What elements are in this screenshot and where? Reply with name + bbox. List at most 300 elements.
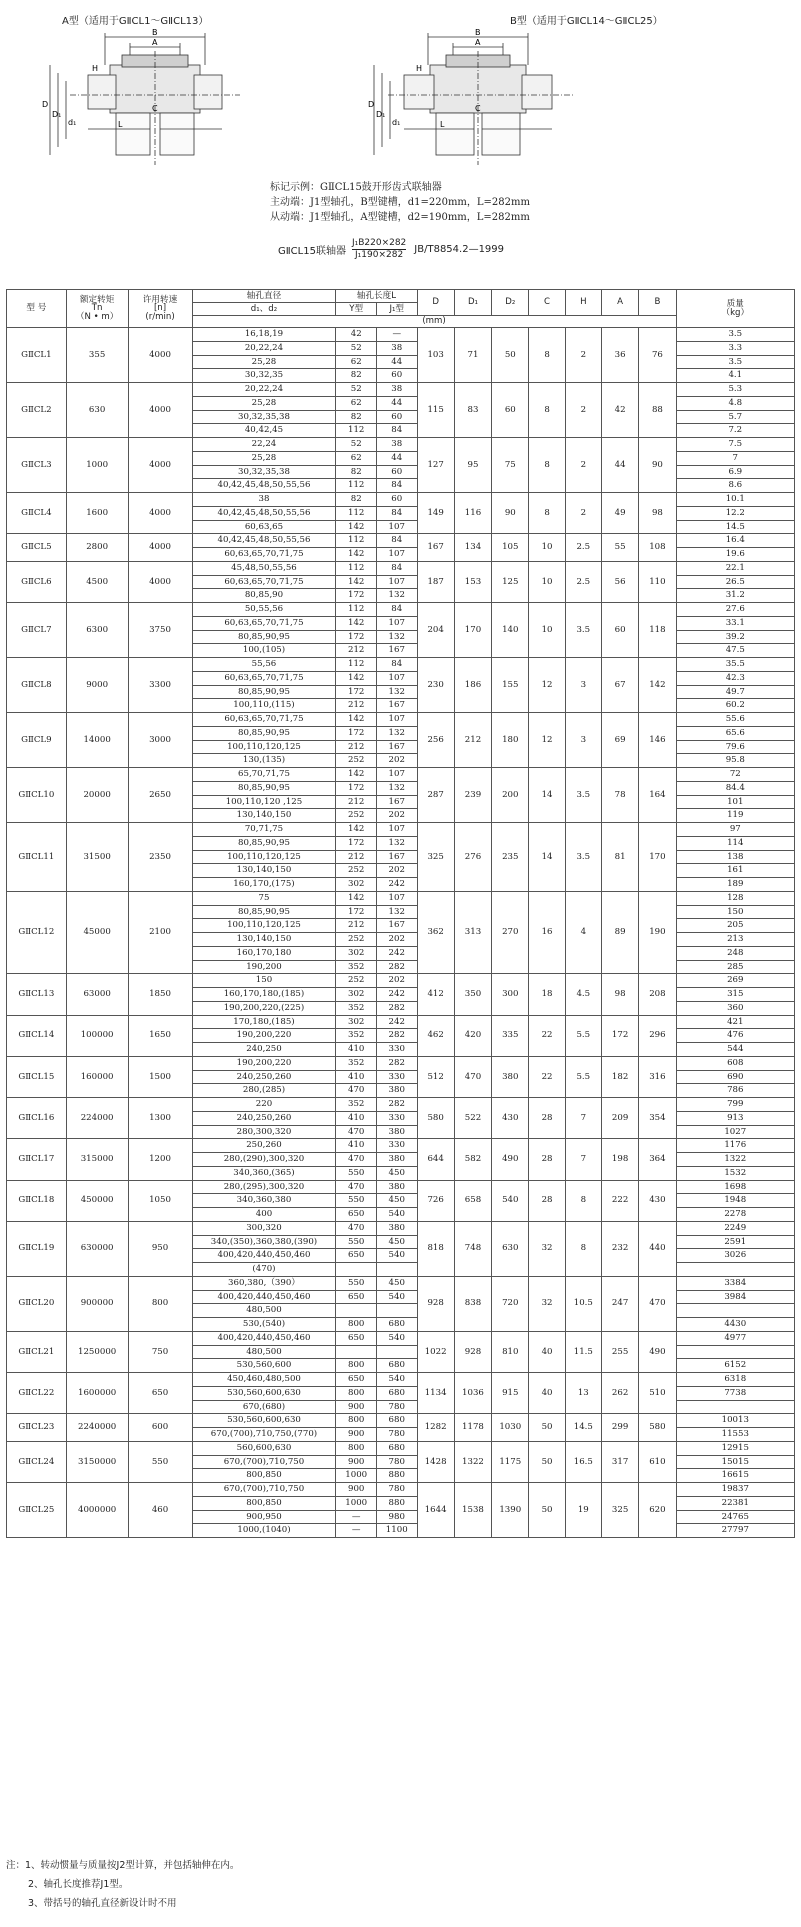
shaft-diameter-cell: 240,250,260 [192,1111,336,1125]
dim-H-cell: 4.5 [565,974,601,1015]
mass-cell: 1322 [676,1153,794,1167]
j-length-cell: 107 [376,768,417,782]
dim-A-cell: 55 [601,534,638,562]
speed-cell: 4000 [128,561,192,602]
j-length-cell: 202 [376,754,417,768]
dim-b-label: B [152,28,158,37]
shaft-diameter-cell: 40,42,45 [192,424,336,438]
dim-small-d1-label: d₁ [68,118,77,127]
y-length-cell: 82 [336,493,377,507]
y-length-cell: 62 [336,451,377,465]
j-length-cell: 167 [376,740,417,754]
dim-C-cell: 50 [529,1483,565,1538]
model-cell: GⅡCL25 [7,1483,67,1538]
shaft-diameter-cell: 130,140,150 [192,933,336,947]
mass-cell: 6152 [676,1359,794,1373]
dim-A-cell: 262 [601,1373,638,1414]
dim-A-cell: 67 [601,658,638,713]
model-cell: GⅡCL13 [7,974,67,1015]
spec-line-3: 从动端：J1型轴孔，A型键槽，d2=190mm，L=282mm [270,212,530,223]
shaft-diameter-cell: 45,48,50,55,56 [192,561,336,575]
y-length-cell: 142 [336,768,377,782]
dim-D-cell: 230 [417,658,454,713]
dim-C-cell: 8 [529,383,565,438]
j-length-cell: 84 [376,506,417,520]
dim-A-cell: 247 [601,1276,638,1331]
shaft-diameter-cell: 160,170,180 [192,946,336,960]
shaft-diameter-cell: (470) [192,1263,336,1277]
y-length-cell: 82 [336,369,377,383]
dim-C-cell: 8 [529,493,565,534]
shaft-diameter-cell: 670,(700),710,750 [192,1455,336,1469]
mass-cell: 10.1 [676,493,794,507]
dim-H-cell: 3 [565,658,601,713]
model-cell: GⅡCL4 [7,493,67,534]
mass-cell: 101 [676,795,794,809]
table-row [7,891,795,905]
model-cell: GⅡCL14 [7,1015,67,1056]
mass-cell: 84.4 [676,781,794,795]
mass-cell: 27797 [676,1524,794,1538]
dim-H-cell: 13 [565,1373,601,1414]
shaft-diameter-cell: 130,(135) [192,754,336,768]
dim-H-cell: 7 [565,1098,601,1139]
mass-cell: 24765 [676,1510,794,1524]
dim-A-cell: 182 [601,1056,638,1097]
shaft-diameter-cell: 240,250 [192,1043,336,1057]
mass-cell: 7.2 [676,424,794,438]
mass-cell: 33.1 [676,616,794,630]
shaft-diameter-cell: 800,850 [192,1496,336,1510]
note-1: 注：1、转动惯量与质量按J2型计算，并包括轴伸在内。 [6,1860,240,1871]
y-length-cell: 142 [336,520,377,534]
shaft-diameter-cell: 25,28 [192,451,336,465]
shaft-diameter-cell: 50,55,56 [192,603,336,617]
shaft-diameter-cell: 530,560,600,630 [192,1414,336,1428]
shaft-diameter-cell: 100,(105) [192,644,336,658]
shaft-diameter-cell: 60,63,65,70,71,75 [192,671,336,685]
mark-fraction [352,238,406,261]
type-a-title: A型（适用于GⅡCL1～GⅡCL13） [62,16,209,27]
dim-D1-cell: 153 [454,561,491,602]
shaft-diameter-cell: 70,71,75 [192,823,336,837]
dim-D2-cell: 430 [492,1098,529,1139]
j-length-cell: 450 [376,1235,417,1249]
shaft-diameter-cell: 130,140,150 [192,809,336,823]
table-row [7,1015,795,1029]
shaft-diameter-cell: 400 [192,1208,336,1222]
dim-B-cell: 316 [639,1056,676,1097]
j-length-cell: 380 [376,1180,417,1194]
mass-cell: 4.1 [676,369,794,383]
dim-D-cell: 726 [417,1180,454,1221]
torque-cell: 630000 [66,1221,128,1276]
torque-cell: 14000 [66,713,128,768]
mass-cell: 42.3 [676,671,794,685]
spec-line-2: 主动端：J1型轴孔，B型键槽，d1=220mm，L=282mm [270,197,530,208]
shaft-diameter-cell: 800,850 [192,1469,336,1483]
mass-cell: 1027 [676,1125,794,1139]
shaft-diameter-cell: 280,(295),300,320 [192,1180,336,1194]
dim-B-cell: 76 [639,328,676,383]
dim-D2-cell: 915 [492,1373,529,1414]
mass-cell: 3026 [676,1249,794,1263]
torque-cell: 31500 [66,823,128,892]
j-length-cell: 540 [376,1290,417,1304]
mass-cell: 2591 [676,1235,794,1249]
dim-C-cell: 10 [529,534,565,562]
dim-a-label: A [152,38,158,47]
j-length-cell: 450 [376,1276,417,1290]
y-length-cell: 212 [336,699,377,713]
mass-cell: 2249 [676,1221,794,1235]
dim-A-cell: 69 [601,713,638,768]
mass-cell: 1532 [676,1166,794,1180]
dim-H-cell: 14.5 [565,1414,601,1442]
j-length-cell: 540 [376,1331,417,1345]
j-length-cell: 38 [376,341,417,355]
torque-cell: 63000 [66,974,128,1015]
torque-cell: 6300 [66,603,128,658]
j-length-cell: 880 [376,1469,417,1483]
y-length-cell: 800 [336,1441,377,1455]
mass-cell: 27.6 [676,603,794,617]
dim-B-cell: 190 [639,891,676,974]
shaft-diameter-cell: 530,(540) [192,1318,336,1332]
mass-cell: 65.6 [676,726,794,740]
dim-C-cell: 12 [529,713,565,768]
dim-A-cell: 209 [601,1098,638,1139]
speed-cell: 2100 [128,891,192,974]
header-torque: 额定转矩 Tn （N • m） [66,290,128,328]
torque-cell: 315000 [66,1139,128,1180]
dim-A-cell: 317 [601,1441,638,1482]
y-length-cell: 800 [336,1318,377,1332]
shaft-diameter-cell: 240,250,260 [192,1070,336,1084]
dim-C-cell: 10 [529,561,565,602]
y-length-cell: 172 [336,836,377,850]
table-row [7,383,795,397]
mass-cell: 22.1 [676,561,794,575]
note-3: 3、带括号的轴孔直径新设计时不用 [28,1898,177,1909]
mass-cell: 60.2 [676,699,794,713]
j-length-cell: 132 [376,630,417,644]
dim-H-cell: 3.5 [565,823,601,892]
mark-standard: JB/T8854.2—1999 [414,244,505,255]
speed-cell: 600 [128,1414,192,1442]
mass-cell: 213 [676,933,794,947]
header-y-type: Y型 [336,303,377,316]
j-length-cell: 167 [376,919,417,933]
y-length-cell: 112 [336,424,377,438]
dim-A-cell: 42 [601,383,638,438]
y-length-cell: 172 [336,726,377,740]
shaft-diameter-cell: 30,32,35 [192,369,336,383]
drawing-area [0,0,801,290]
dim-A-cell: 81 [601,823,638,892]
j-length-cell: 60 [376,493,417,507]
mass-cell: 360 [676,1001,794,1015]
dim-h-label: H [92,64,99,73]
y-length-cell: 142 [336,713,377,727]
torque-cell: 100000 [66,1015,128,1056]
dim-a-label: A [475,38,481,47]
mass-cell [676,1304,794,1318]
mass-cell: 1176 [676,1139,794,1153]
y-length-cell: 352 [336,1056,377,1070]
shaft-diameter-cell: 480,500 [192,1345,336,1359]
mass-cell: 786 [676,1084,794,1098]
y-length-cell: 550 [336,1194,377,1208]
j-length-cell: 38 [376,438,417,452]
speed-cell: 3300 [128,658,192,713]
mass-cell: 4.8 [676,396,794,410]
dim-c-label: C [475,104,481,113]
mass-cell: 15015 [676,1455,794,1469]
y-length-cell: 172 [336,905,377,919]
mass-cell: 315 [676,988,794,1002]
y-length-cell: 650 [336,1373,377,1387]
dim-H-cell: 4 [565,891,601,974]
dim-D-cell: 644 [417,1139,454,1180]
speed-cell: 2350 [128,823,192,892]
dim-D-cell: 1134 [417,1373,454,1414]
dim-B-cell: 354 [639,1098,676,1139]
dim-A-cell: 255 [601,1331,638,1372]
y-length-cell: 800 [336,1359,377,1373]
dim-D-cell: 103 [417,328,454,383]
shaft-diameter-cell: 22,24 [192,438,336,452]
j-length-cell [376,1304,417,1318]
dim-D-cell: 818 [417,1221,454,1276]
dim-D-cell: 362 [417,891,454,974]
notes [6,1856,239,1913]
speed-cell: 650 [128,1373,192,1414]
torque-cell: 224000 [66,1098,128,1139]
torque-cell: 4500 [66,561,128,602]
dim-D-cell: 325 [417,823,454,892]
dim-A-cell: 44 [601,438,638,493]
note-2: 2、轴孔长度推荐J1型。 [28,1879,129,1890]
mass-cell: 6.9 [676,465,794,479]
j-length-cell: 84 [376,479,417,493]
dim-D2-cell: 155 [492,658,529,713]
y-length-cell: 212 [336,740,377,754]
torque-cell: 450000 [66,1180,128,1221]
header-H: H [565,290,601,316]
dim-H-cell: 7 [565,1139,601,1180]
j-length-cell: 107 [376,713,417,727]
y-length-cell: 352 [336,1098,377,1112]
dim-D-cell: 1644 [417,1483,454,1538]
mass-cell: 10013 [676,1414,794,1428]
speed-cell: 1050 [128,1180,192,1221]
y-length-cell: 212 [336,795,377,809]
shaft-diameter-cell: 160,170,(175) [192,878,336,892]
y-length-cell: 82 [336,465,377,479]
shaft-diameter-cell: 30,32,35,38 [192,410,336,424]
dim-H-cell: 2.5 [565,534,601,562]
dim-D-cell: 115 [417,383,454,438]
dim-H-cell: 2 [565,383,601,438]
dim-A-cell: 222 [601,1180,638,1221]
mass-cell: 1948 [676,1194,794,1208]
mass-cell: 285 [676,960,794,974]
dim-D2-cell: 60 [492,383,529,438]
j-length-cell: 880 [376,1496,417,1510]
dim-small-d1-label: d₁ [392,118,401,127]
y-length-cell: 112 [336,479,377,493]
table-row [7,713,795,727]
mass-cell: 4977 [676,1331,794,1345]
shaft-diameter-cell: 80,85,90,95 [192,726,336,740]
mass-cell: 8.6 [676,479,794,493]
j-length-cell: 60 [376,369,417,383]
shaft-diameter-cell: 300,320 [192,1221,336,1235]
shaft-diameter-cell: 250,260 [192,1139,336,1153]
y-length-cell: 142 [336,891,377,905]
shaft-diameter-cell: 40,42,45,48,50,55,56 [192,534,336,548]
dim-D2-cell: 90 [492,493,529,534]
torque-cell: 900000 [66,1276,128,1331]
shaft-diameter-cell: 38 [192,493,336,507]
dim-H-cell: 2 [565,438,601,493]
dim-D-cell: 256 [417,713,454,768]
mark-denominator: J₁190×282 [355,250,404,260]
dim-D1-cell: 95 [454,438,491,493]
j-length-cell: 202 [376,864,417,878]
y-length-cell: 302 [336,946,377,960]
torque-cell: 4000000 [66,1483,128,1538]
dim-H-cell: 5.5 [565,1015,601,1056]
model-cell: GⅡCL12 [7,891,67,974]
dim-C-cell: 22 [529,1056,565,1097]
shaft-diameter-cell: 670,(700),710,750,(770) [192,1428,336,1442]
dim-B-cell: 364 [639,1139,676,1180]
mass-cell: 3.3 [676,341,794,355]
table-row [7,1331,795,1345]
dim-D1-cell: 522 [454,1098,491,1139]
mass-cell: 205 [676,919,794,933]
y-length-cell: 650 [336,1249,377,1263]
table-row [7,603,795,617]
dim-H-cell: 3.5 [565,768,601,823]
shaft-diameter-cell: 65,70,71,75 [192,768,336,782]
dim-D1-cell: 1322 [454,1441,491,1482]
shaft-diameter-cell: 190,200,220,(225) [192,1001,336,1015]
mass-cell: 150 [676,905,794,919]
dim-D1-cell: 658 [454,1180,491,1221]
dim-D1-cell: 1538 [454,1483,491,1538]
dim-D1-cell: 83 [454,383,491,438]
j-length-cell: 680 [376,1318,417,1332]
dim-D1-cell: 212 [454,713,491,768]
mass-cell: 421 [676,1015,794,1029]
j-length-cell: 167 [376,850,417,864]
dim-c-label: C [152,104,158,113]
dim-H-cell: 8 [565,1180,601,1221]
dim-D1-cell: 1036 [454,1373,491,1414]
dim-C-cell: 40 [529,1373,565,1414]
dim-D-cell: 204 [417,603,454,658]
y-length-cell: 212 [336,850,377,864]
y-length-cell: 62 [336,355,377,369]
dim-H-cell: 16.5 [565,1441,601,1482]
table-row [7,768,795,782]
j-length-cell: 780 [376,1428,417,1442]
torque-cell: 20000 [66,768,128,823]
dim-D2-cell: 810 [492,1331,529,1372]
shaft-diameter-cell: 80,85,90,95 [192,905,336,919]
dim-A-cell: 299 [601,1414,638,1442]
dim-D-cell: 1428 [417,1441,454,1482]
mass-cell: 7738 [676,1386,794,1400]
speed-cell: 4000 [128,383,192,438]
y-length-cell: 112 [336,534,377,548]
y-length-cell: 302 [336,988,377,1002]
shaft-diameter-cell: 560,600,630 [192,1441,336,1455]
shaft-diameter-cell: 530,560,600 [192,1359,336,1373]
j-length-cell: 330 [376,1111,417,1125]
marking-formula [278,238,504,261]
speed-cell: 2650 [128,768,192,823]
y-length-cell: 352 [336,1001,377,1015]
shaft-diameter-cell: 16,18,19 [192,328,336,342]
shaft-diameter-cell: 20,22,24 [192,383,336,397]
shaft-diameter-cell: 280,(285) [192,1084,336,1098]
table-row [7,1139,795,1153]
header-B: B [639,290,676,316]
y-length-cell: 650 [336,1208,377,1222]
shaft-diameter-cell: 55,56 [192,658,336,672]
mass-cell: 128 [676,891,794,905]
shaft-diameter-cell: 340,(350),360,380,(390) [192,1235,336,1249]
j-length-cell: 60 [376,410,417,424]
dim-d1-label: D₁ [52,110,62,119]
speed-cell: 4000 [128,534,192,562]
y-length-cell: 42 [336,328,377,342]
j-length-cell: 780 [376,1455,417,1469]
speed-cell: 4000 [128,438,192,493]
y-length-cell: 252 [336,974,377,988]
mass-cell: 12915 [676,1441,794,1455]
table-row [7,328,795,342]
j-length-cell: 132 [376,589,417,603]
dim-D1-cell: 470 [454,1056,491,1097]
dim-B-cell: 610 [639,1441,676,1482]
mass-cell: 5.7 [676,410,794,424]
dim-D1-cell: 71 [454,328,491,383]
shaft-diameter-cell: 60,63,65,70,71,75 [192,616,336,630]
y-length-cell: 252 [336,864,377,878]
model-cell: GⅡCL22 [7,1373,67,1414]
dim-D1-cell: 928 [454,1331,491,1372]
mark-name: GⅡCL15联轴器 [278,246,346,257]
header-j-type: J₁型 [376,303,417,316]
torque-cell: 1250000 [66,1331,128,1372]
dim-B-cell: 580 [639,1414,676,1442]
marking-example [270,180,530,225]
j-length-cell: 132 [376,781,417,795]
y-length-cell: 212 [336,919,377,933]
y-length-cell: 650 [336,1331,377,1345]
j-length-cell: 1100 [376,1524,417,1538]
j-length-cell: — [376,328,417,342]
y-length-cell: 172 [336,781,377,795]
j-length-cell: 107 [376,575,417,589]
mass-cell: 12.2 [676,506,794,520]
y-length-cell: 142 [336,823,377,837]
